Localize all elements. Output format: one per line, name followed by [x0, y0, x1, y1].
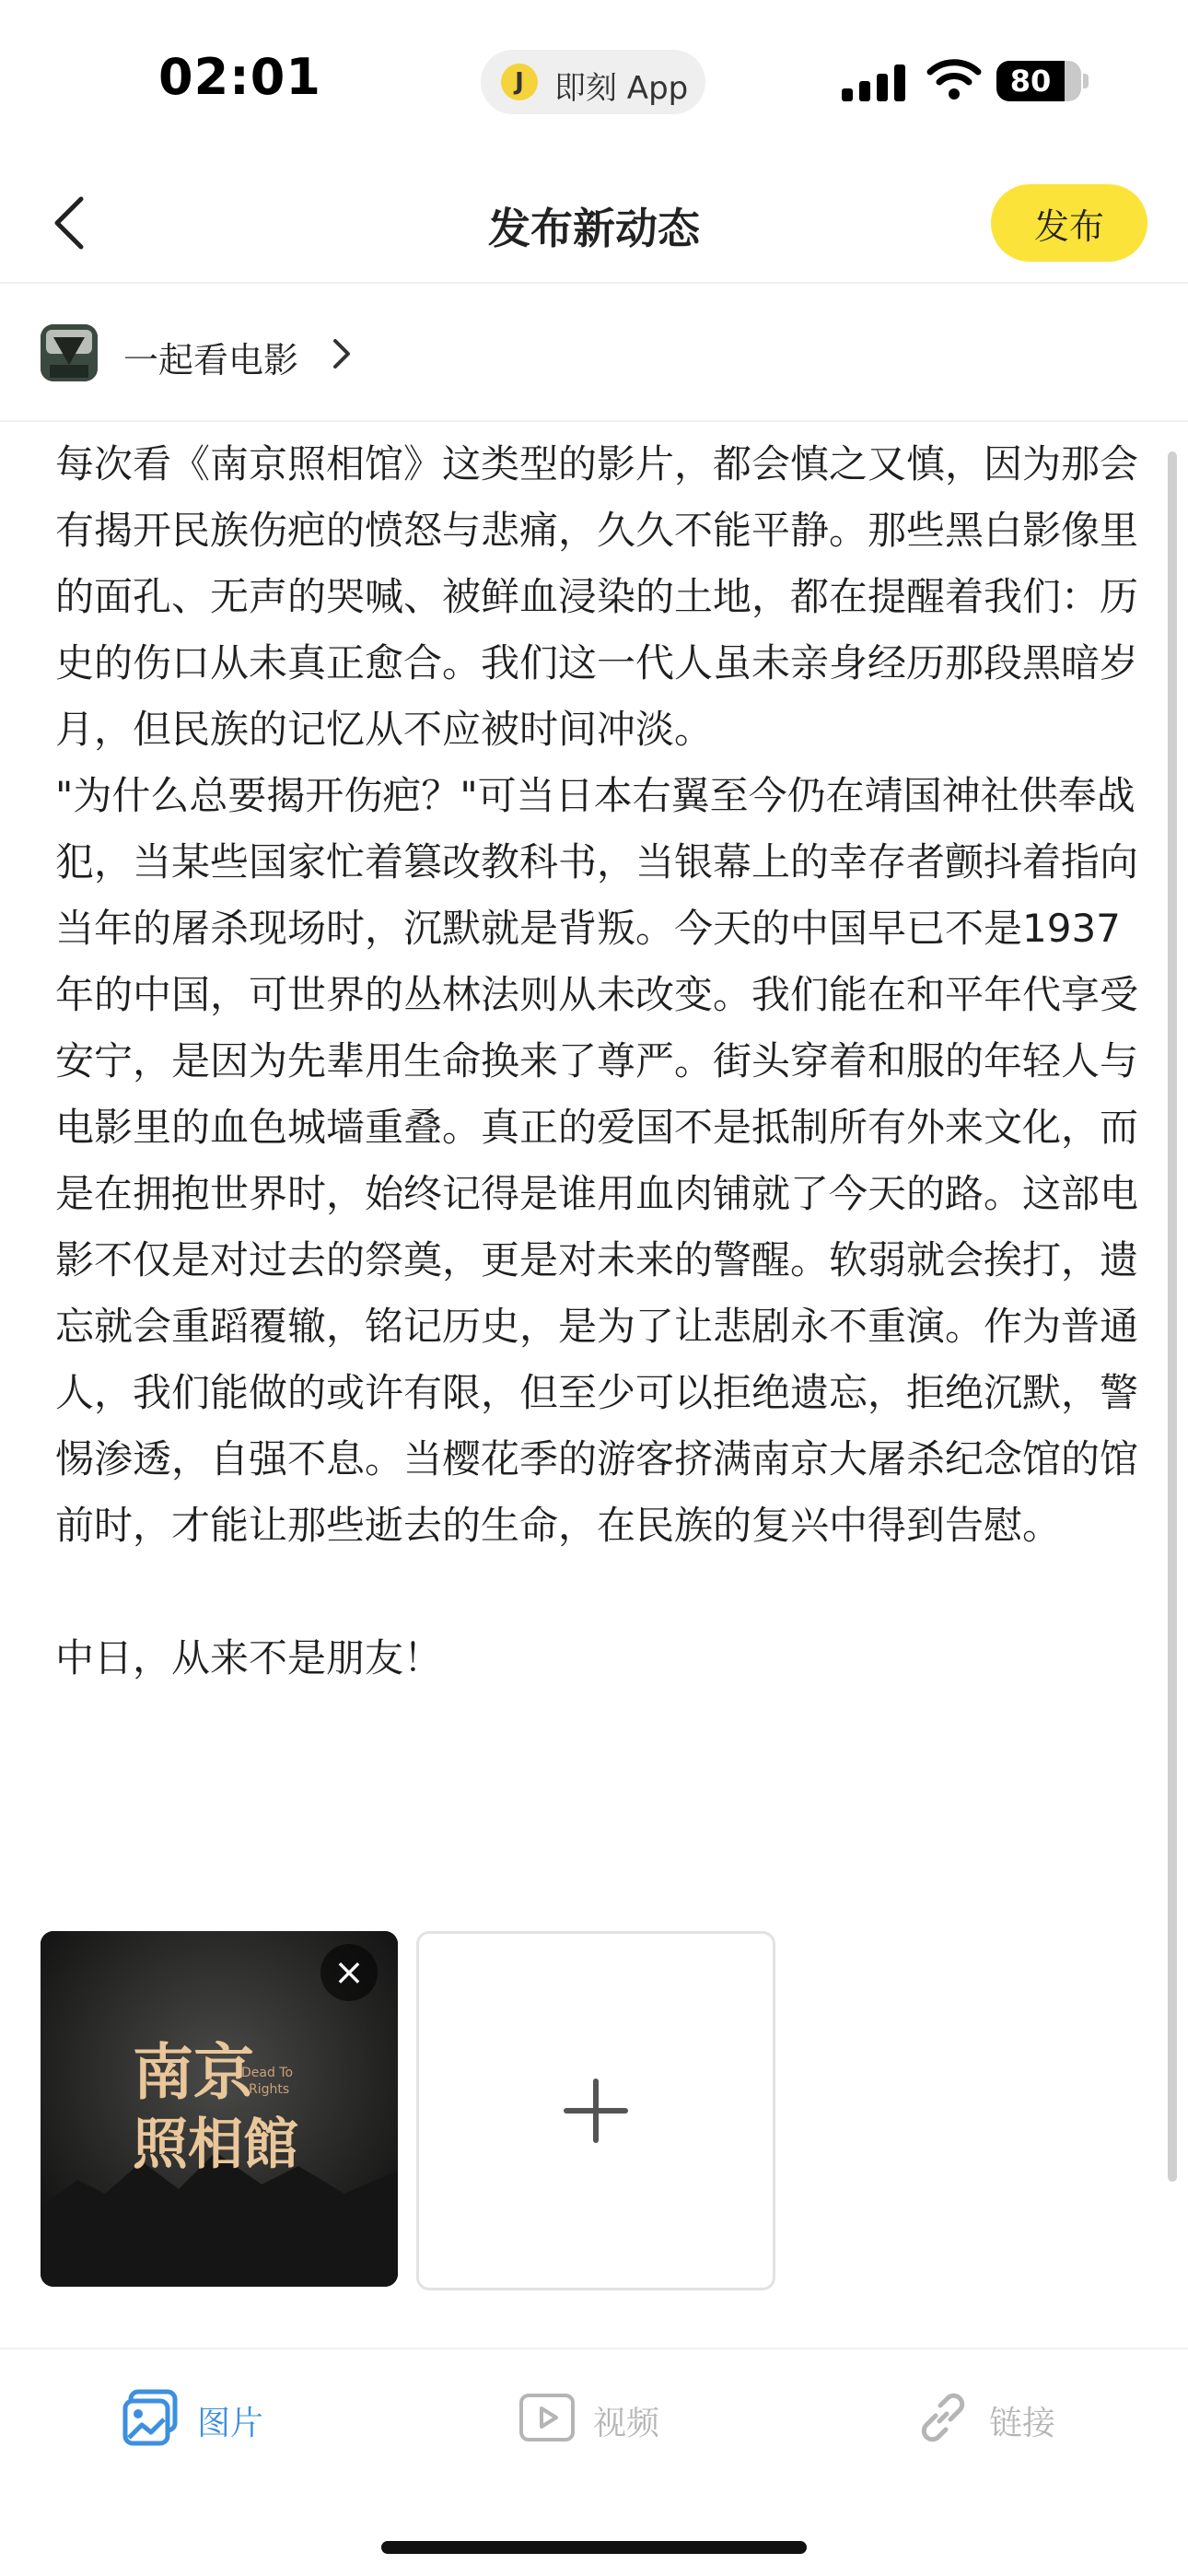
video-icon [518, 2388, 577, 2447]
jike-app-icon: J [501, 64, 538, 100]
thumb-title-line2: 照相館 [133, 2113, 298, 2177]
toolbar-divider [0, 2348, 1188, 2349]
video-tab-label: 视频 [593, 2405, 660, 2442]
image-tab-label: 图片 [197, 2405, 264, 2442]
cellular-signal-icon [842, 64, 906, 101]
add-media-button[interactable] [416, 1931, 775, 2290]
thumb-subtitle-line1: Dead To [241, 2066, 294, 2080]
home-indicator[interactable] [381, 2541, 807, 2554]
link-tab-label: 链接 [989, 2405, 1056, 2442]
add-image-tab[interactable] [122, 2388, 278, 2453]
circle-avatar[interactable] [41, 324, 98, 381]
close-icon[interactable]: × [320, 1944, 378, 2001]
publish-button[interactable]: 发布 [991, 184, 1147, 262]
circle-divider [0, 420, 1188, 422]
post-text-input[interactable]: 每次看《南京照相馆》这类型的影片，都会慎之又慎，因为那会有揭开民族伤疤的愤怒与悲痛，久久不能平静。那些黑白影像里的面孔、无声的哭喊、被鲜血浸染的土地，都在提醒着我们：历史的伤口从未真正愈合。我们这一代人虽未亲身经历那段黑暗岁月，但民族的记忆从不应被时间冲淡。 "为什么总要揭开伤疤？"可当日本右翼至今仍在靖国神社供奉战犯，当某些国家忙着篡改教科书，当银幕上的幸存者颤抖着指向当年的屠杀现场时，沉默就是背叛。今天的中国早已不是1937年的中国，可世界的丛林法则从未改变。我们能在和平年代享受安宁，是因为先辈用生命换来了尊严。街头穿着和服的年轻人与电影里的血色城墙重叠。真正的爱国不是抵制所有外来文化，而是在拥抱世界时，始终记得是谁用血肉铺就了今天的路。这部电影不仅是对过去的祭奠，更是对未来的警醒。软弱就会挨打，遗忘就会重蹈覆辙，铭记历史，是为了让悲剧永不重演。作为普通人，我们能做的或许有限，但至少可以拒绝遗忘，拒绝沉默，警惕渗透，自强不息。当樱花季的游客挤满南京大屠杀纪念馆的馆前时，才能让那些逝去的生命，在民族的复兴中得到告慰。 中日，从来不是朋友！ [55, 441, 1139, 1680]
scrollbar[interactable] [1168, 451, 1177, 2182]
battery-percent: 80 [1009, 64, 1052, 99]
image-icon [122, 2388, 181, 2447]
add-link-tab[interactable] [914, 2388, 1070, 2453]
wifi-icon [926, 57, 982, 101]
add-video-tab[interactable] [518, 2388, 674, 2453]
link-icon [914, 2388, 973, 2447]
header-divider [0, 282, 1188, 284]
chevron-right-icon[interactable] [328, 337, 355, 370]
status-time: 02:01 [158, 48, 321, 106]
thumb-title-line1: 南京 [133, 2036, 254, 2108]
page-title: 发布新动态 [488, 204, 700, 253]
back-to-app-label: 即刻 App [554, 70, 689, 107]
back-to-app-pill[interactable] [481, 50, 705, 114]
thumb-subtitle-line2: Rights [249, 2082, 290, 2097]
battery-icon [996, 61, 1081, 101]
circle-name[interactable]: 一起看电影 [123, 340, 299, 381]
battery-tip [1083, 74, 1089, 88]
